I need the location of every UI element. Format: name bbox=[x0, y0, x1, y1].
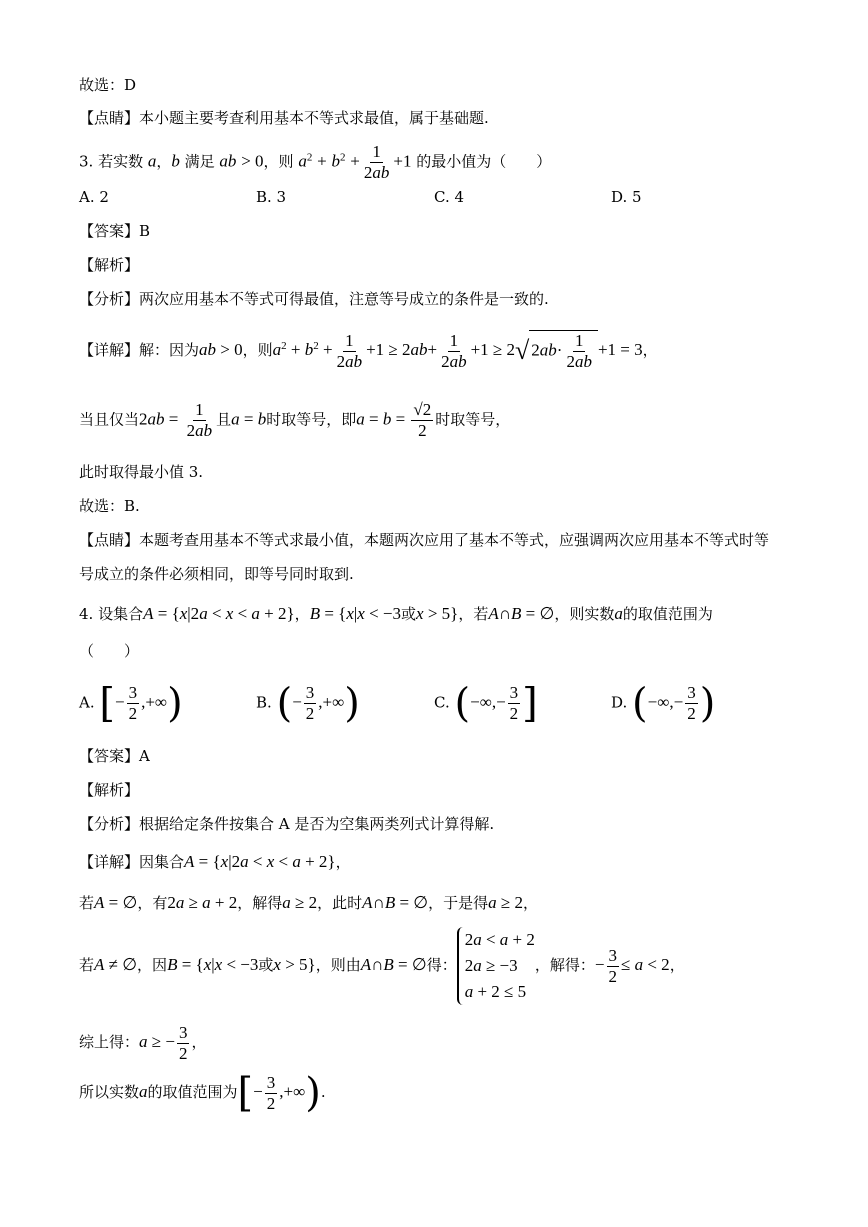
q3-answer: 【答案】B bbox=[79, 222, 151, 240]
line-1: 故选：D bbox=[79, 76, 137, 94]
q4-paren: （ ） bbox=[79, 642, 140, 660]
q3-min: 此时取得最小值 3. bbox=[79, 463, 204, 481]
line-2: 【点睛】本小题主要考查利用基本不等式求最值，属于基础题. bbox=[79, 109, 489, 127]
q4-detail: 【详解】因集合A = {x|2a < x < a + 2}， bbox=[79, 852, 351, 871]
q4-option-b: B. (− $\frac{3}{2}$ ,+∞) bbox=[256, 680, 360, 727]
q4-case-2: 若A ≠ ∅，因B = {x|x < −3或x > 5}，则由A∩B = ∅得：2a < a + 2 2a ≥ −3 a + 2 ≤ 5，解得：− $\frac{3}{2}$ ≤ a < 2， bbox=[79, 926, 808, 1005]
q3-option-a: A. 2 bbox=[79, 188, 109, 206]
q3-option-d: D. 5 bbox=[611, 188, 642, 206]
q4-jiexi: 【解析】 bbox=[79, 781, 140, 799]
q4-case-1: 若A = ∅，有2a ≥ a + 2，解得a ≥ 2，此时A∩B = ∅，于是得a ≥ 2， bbox=[79, 893, 538, 912]
q3-jiexi: 【解析】 bbox=[79, 256, 140, 274]
q4-option-a: A. [− $\frac{3}{2}$ ,+∞) bbox=[79, 680, 183, 727]
q4-answer: 【答案】A bbox=[79, 747, 150, 765]
q4-fenxi: 【分析】根据给定条件按集合 A 是否为空集两类列式计算得解. bbox=[79, 815, 495, 833]
q3-dianjing-2: 号成立的条件必须相同，即等号同时取到. bbox=[79, 565, 354, 583]
q3-equality: 当且仅当2ab = $\frac{1}{2ab}$ 且a = b时取等号，即a = b = $\frac{√2}{2}$ 时取等号， bbox=[79, 400, 511, 440]
q3-dianjing-1: 【点睛】本题考查用基本不等式求最小值，本题两次应用了基本不等式，应强调两次应用基本不等式时等 bbox=[79, 531, 770, 549]
inequality-system: 2a < a + 2 2a ≥ −3 a + 2 ≤ 5 bbox=[457, 927, 535, 1005]
q4-option-c: C. (−∞,− $\frac{3}{2}$ ] bbox=[434, 680, 538, 727]
q3-stem: 3. 若实数 a，b 满足 ab > 0，则 $a^2 + b^2$ + $\frac{1}{2ab}$ +1 的最小值为（ ） bbox=[79, 142, 552, 182]
q4-summary: 综上得：a ≥ − $\frac{3}{2}$ ， bbox=[79, 1022, 207, 1063]
q4-option-d: D. (−∞,− $\frac{3}{2}$ ) bbox=[611, 680, 716, 727]
q4-stem: 4. 设集合A = {x|2a < x < a + 2}，B = {x|x < −3或x > 5}，若A∩B = ∅，则实数a的取值范围为 bbox=[79, 604, 713, 623]
q4-final: 所以实数a的取值范围为[− $\frac{3}{2}$ ,+∞). bbox=[79, 1070, 326, 1116]
q3-fenxi: 【分析】两次应用基本不等式可得最值，注意等号成立的条件是一致的. bbox=[79, 290, 549, 308]
q3-option-b: B. 3 bbox=[256, 188, 287, 206]
q3-choice: 故选：B. bbox=[79, 497, 140, 515]
q3-detail: 【详解】解：因为ab > 0，则$a^2 + b^2$ + $\frac{1}{2ab}$ +1 ≥ 2ab+ $\frac{1}{2ab}$ +1 ≥ 2√ 2ab· $\frac{1}{2ab}$ +1 = 3， bbox=[79, 330, 658, 371]
q3-option-c: C. 4 bbox=[434, 188, 465, 206]
